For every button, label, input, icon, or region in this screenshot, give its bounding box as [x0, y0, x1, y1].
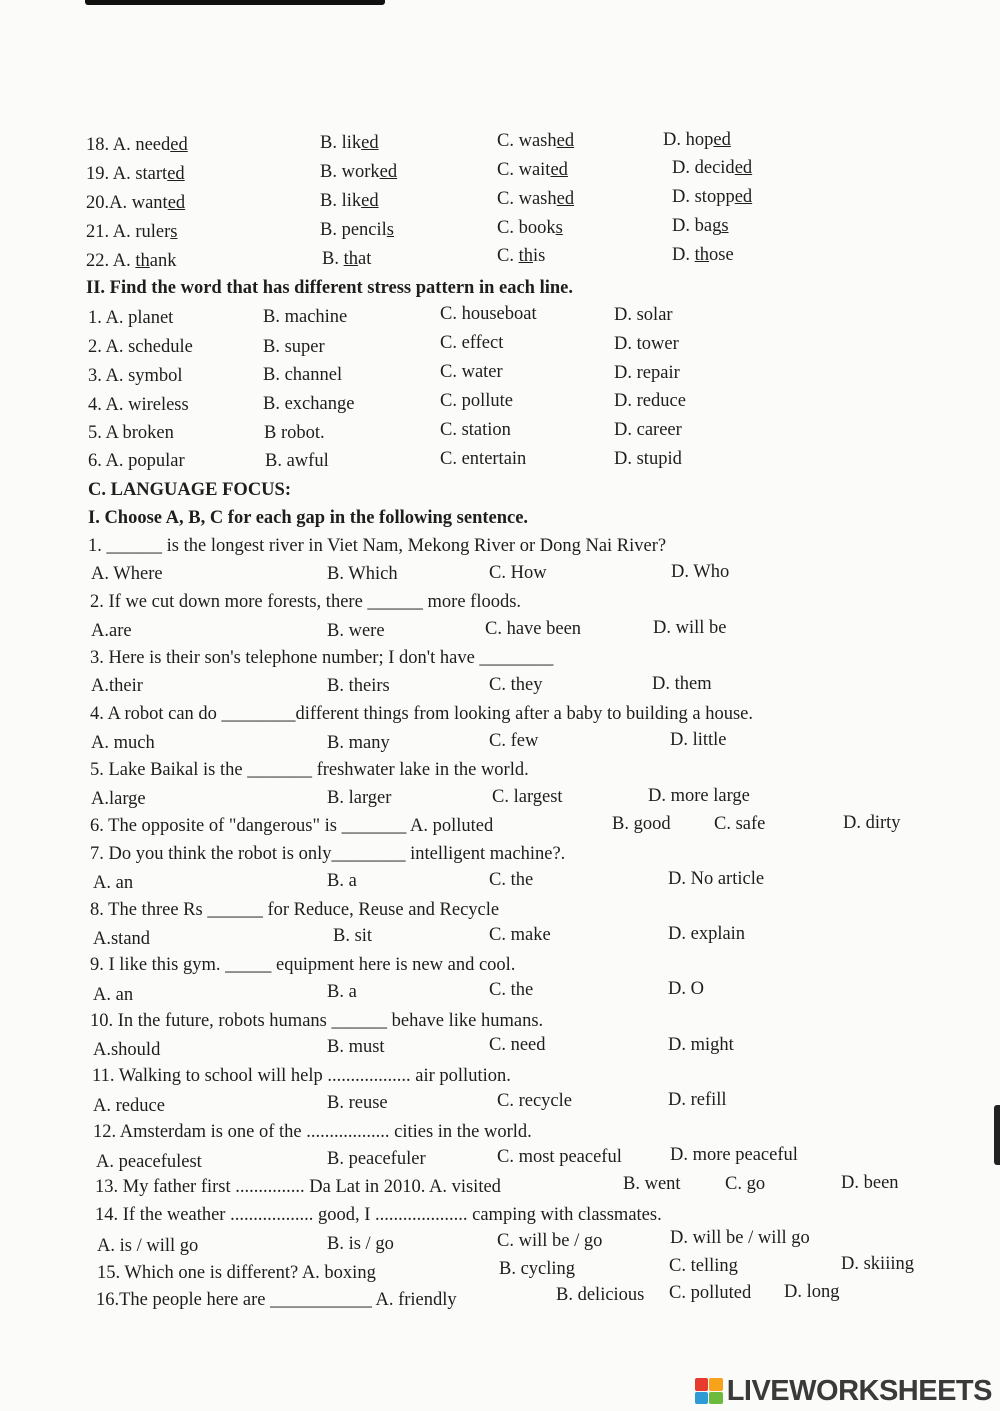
question-13-option-b: B. went — [623, 1174, 681, 1194]
question-10-option-a: A.should — [93, 1040, 161, 1060]
stress-5-option-a: 5. A broken — [88, 423, 174, 443]
liveworksheets-logo-icon — [695, 1378, 723, 1404]
stress-4-option-b: B. exchange — [263, 394, 355, 414]
liveworksheets-brand[interactable] — [695, 1375, 992, 1407]
question-19-option-d: D. decided — [672, 158, 753, 178]
question-20-option-d: D. stopped — [672, 187, 753, 207]
question-14-option-a: A. is / will go — [97, 1236, 199, 1256]
question-15-option-d: D. skiiing — [841, 1254, 914, 1274]
stress-5-option-c: C. station — [440, 420, 511, 440]
question-7-text: 7. Do you think the robot is only________ intelligent machine?. — [90, 844, 566, 864]
question-5-option-c: C. largest — [492, 787, 563, 807]
stress-6-option-a: 6. A. popular — [88, 451, 185, 471]
question-21-option-a: 21. A. rulers — [86, 222, 178, 242]
stress-3-option-a: 3. A. symbol — [88, 366, 183, 386]
liveworksheets-wordmark: LIVEWORKSHEETS — [726, 1374, 992, 1407]
question-22-option-c: C. this — [497, 246, 546, 266]
question-8-option-b: B. sit — [333, 926, 373, 946]
question-12-option-b: B. peacefuler — [327, 1149, 426, 1169]
question-20-option-b: B. liked — [320, 191, 379, 211]
language-focus-heading: C. LANGUAGE FOCUS: — [88, 480, 291, 500]
question-10-option-d: D. might — [668, 1035, 734, 1055]
stress-2-option-d: D. tower — [614, 334, 679, 354]
question-11-option-d: D. refill — [668, 1090, 727, 1110]
question-11-option-c: C. recycle — [497, 1091, 572, 1111]
question-18-option-a: 18. A. needed — [86, 135, 188, 155]
question-18-option-b: B. liked — [320, 133, 379, 153]
stress-3-option-c: C. water — [440, 362, 503, 382]
question-12-option-d: D. more peaceful — [670, 1145, 798, 1165]
question-9-text: 9. I like this gym. _____ equipment here is new and cool. — [90, 955, 516, 975]
question-13-option-d: D. been — [841, 1173, 899, 1193]
question-2-option-a: A.are — [91, 621, 132, 641]
stress-3-option-d: D. repair — [614, 363, 680, 383]
question-4-text: 4. A robot can do ________different things from looking after a baby to building a house. — [90, 704, 753, 724]
question-13-text: 13. My father first ............... Da Lat in 2010. A. visited — [95, 1177, 501, 1197]
question-22-option-a: 22. A. thank — [86, 251, 177, 271]
stress-4-option-a: 4. A. wireless — [88, 395, 189, 415]
question-5-option-d: D. more large — [648, 786, 750, 806]
question-12-option-c: C. most peaceful — [497, 1147, 622, 1167]
stress-1-option-d: D. solar — [614, 305, 673, 325]
question-7-option-b: B. a — [327, 871, 357, 891]
stress-4-option-d: D. reduce — [614, 391, 686, 411]
question-14-option-b: B. is / go — [327, 1234, 394, 1254]
question-1-option-a: A. Where — [91, 564, 163, 584]
question-19-option-a: 19. A. started — [86, 164, 185, 184]
question-5-option-b: B. larger — [327, 788, 392, 808]
stress-5-option-b: B robot. — [264, 423, 325, 443]
stress-5-option-d: D. career — [614, 420, 682, 440]
question-10-option-c: C. need — [489, 1035, 546, 1055]
logo-square-red — [695, 1378, 709, 1391]
question-8-option-c: C. make — [489, 925, 551, 945]
stress-1-option-b: B. machine — [263, 307, 348, 327]
question-5-text: 5. Lake Baikal is the _______ freshwater lake in the world. — [90, 760, 529, 780]
stress-6-option-b: B. awful — [265, 451, 329, 471]
stress-6-option-c: C. entertain — [440, 449, 527, 469]
question-22-option-d: D. those — [672, 245, 734, 265]
question-14-text: 14. If the weather .................. good, I .................... camping with classmates. — [95, 1205, 662, 1225]
question-21-option-c: C. books — [497, 218, 563, 238]
stress-3-option-b: B. channel — [263, 365, 343, 385]
question-1-option-c: C. How — [489, 563, 547, 583]
question-3-option-c: C. they — [489, 675, 543, 695]
stress-6-option-d: D. stupid — [614, 449, 682, 469]
question-4-option-c: C. few — [489, 731, 539, 751]
logo-square-green — [709, 1392, 723, 1405]
stress-2-option-b: B. super — [263, 337, 325, 357]
question-3-option-d: D. them — [652, 674, 712, 694]
question-6-option-c: C. safe — [714, 814, 766, 834]
question-19-option-b: B. worked — [320, 162, 398, 182]
question-7-option-d: D. No article — [668, 869, 765, 889]
logo-square-blue — [695, 1392, 709, 1405]
stress-1-option-a: 1. A. planet — [88, 308, 174, 328]
question-18-option-c: C. washed — [497, 131, 575, 151]
question-14-option-c: C. will be / go — [497, 1231, 603, 1251]
question-4-option-b: B. many — [327, 733, 390, 753]
question-6-text: 6. The opposite of "dangerous" is _______ A. polluted — [90, 816, 494, 836]
question-5-option-a: A.large — [91, 789, 146, 809]
question-9-option-a: A. an — [93, 985, 134, 1005]
question-16-text: 16.The people here are ___________ A. friendly — [96, 1290, 457, 1310]
question-1-option-d: D. Who — [671, 562, 730, 582]
question-11-text: 11. Walking to school will help .................. air pollution. — [92, 1066, 511, 1086]
question-11-option-a: A. reduce — [93, 1096, 165, 1116]
scan-edge-mark — [994, 1105, 1000, 1165]
question-3-text: 3. Here is their son's telephone number; I don't have ________ — [90, 648, 554, 668]
question-12-option-a: A. peacefulest — [96, 1152, 202, 1172]
question-20-option-a: 20.A. wanted — [86, 193, 186, 213]
question-1-option-b: B. Which — [327, 564, 398, 584]
question-2-option-b: B. were — [327, 621, 385, 641]
question-9-option-b: B. a — [327, 982, 357, 1002]
stress-1-option-c: C. houseboat — [440, 304, 537, 324]
question-1-text: 1. ______ is the longest river in Viet Nam, Mekong River or Dong Nai River? — [88, 536, 667, 556]
stress-4-option-c: C. pollute — [440, 391, 513, 411]
question-21-option-d: D. bags — [672, 216, 729, 236]
question-3-option-b: B. theirs — [327, 676, 390, 696]
question-10-text: 10. In the future, robots humans ______ behave like humans. — [90, 1011, 544, 1031]
question-6-option-d: D. dirty — [843, 813, 901, 833]
question-16-option-b: B. delicious — [556, 1285, 645, 1305]
question-2-text: 2. If we cut down more forests, there ______ more floods. — [90, 592, 522, 612]
question-8-option-d: D. explain — [668, 924, 746, 944]
question-7-option-c: C. the — [489, 870, 534, 890]
question-9-option-c: C. the — [489, 980, 534, 1000]
question-22-option-b: B. that — [322, 249, 372, 269]
question-2-option-c: C. have been — [485, 619, 582, 639]
question-2-option-d: D. will be — [653, 618, 727, 638]
question-6-option-b: B. good — [612, 814, 671, 834]
question-8-option-a: A.stand — [93, 929, 151, 949]
question-13-option-c: C. go — [725, 1174, 766, 1194]
question-3-option-a: A.their — [91, 676, 143, 696]
stress-2-option-c: C. effect — [440, 333, 504, 353]
question-15-text: 15. Which one is different? A. boxing — [97, 1263, 376, 1283]
question-14-option-d: D. will be / will go — [670, 1228, 810, 1248]
question-11-option-b: B. reuse — [327, 1093, 388, 1113]
question-21-option-b: B. pencils — [320, 220, 394, 240]
question-16-option-c: C. polluted — [669, 1283, 752, 1303]
question-19-option-c: C. waited — [497, 160, 568, 180]
question-10-option-b: B. must — [327, 1037, 385, 1057]
question-9-option-d: D. O — [668, 979, 704, 999]
question-4-option-a: A. much — [91, 733, 155, 753]
question-15-option-c: C. telling — [669, 1256, 738, 1276]
question-20-option-c: C. washed — [497, 189, 575, 209]
scan-edge-bar — [85, 0, 385, 5]
question-12-text: 12. Amsterdam is one of the .................. cities in the world. — [93, 1122, 532, 1142]
question-18-option-d: D. hoped — [663, 130, 731, 150]
question-15-option-b: B. cycling — [499, 1259, 576, 1279]
question-7-option-a: A. an — [93, 873, 134, 893]
question-8-text: 8. The three Rs ______ for Reduce, Reuse and Recycle — [90, 900, 500, 920]
stress-section-heading: II. Find the word that has different stress pattern in each line. — [86, 278, 573, 298]
logo-square-orange — [709, 1378, 723, 1391]
question-4-option-d: D. little — [670, 730, 727, 750]
question-16-option-d: D. long — [784, 1282, 840, 1302]
stress-2-option-a: 2. A. schedule — [88, 337, 193, 357]
choose-section-heading: I. Choose A, B, C for each gap in the following sentence. — [88, 508, 529, 528]
